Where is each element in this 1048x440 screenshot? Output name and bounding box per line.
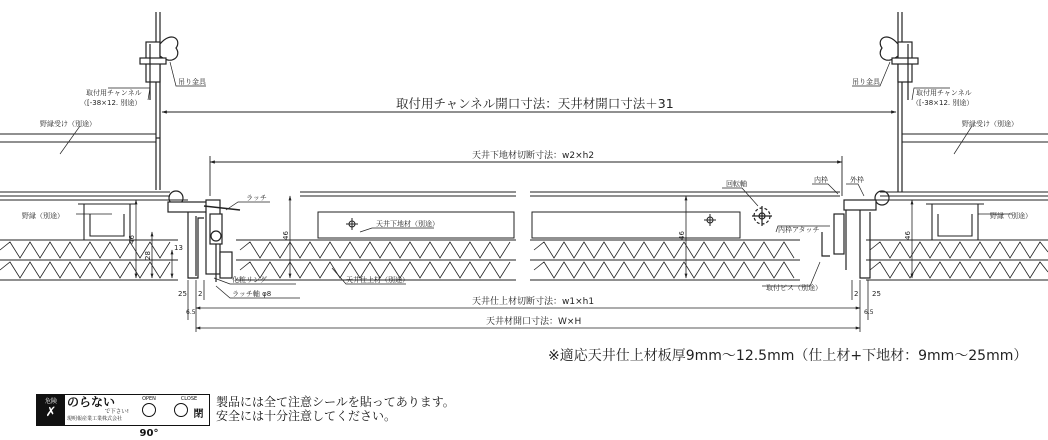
- danger-panel: [37, 395, 65, 425]
- open-dial-icon: [142, 403, 156, 417]
- channel-opening-label: 取付用チャンネル開口寸法：天井材開口寸法＋31: [396, 96, 674, 111]
- label-channel-spec-left: （[-38×12. 別途）: [80, 99, 142, 107]
- joist-bar-lines: [0, 192, 1048, 200]
- label-mount-screw: 取付ビス（別途）: [766, 284, 822, 292]
- label-ring: 化粧リング: [232, 276, 267, 284]
- dim-2-left: 2: [198, 290, 203, 298]
- label-outer-frame: 外枠: [850, 176, 864, 184]
- label-joist-receiver-right: 野縁受け（別途）: [962, 120, 1018, 128]
- substrate-cut-dimension: [210, 156, 842, 196]
- caution-line-2: 安全には十分注意してください。: [216, 409, 397, 423]
- caution-sticker: [36, 394, 210, 439]
- label-hanger-left: 吊り金具: [178, 78, 206, 86]
- label-joist-left: 野縁（別途）: [22, 212, 64, 220]
- no-step-text: [67, 396, 129, 424]
- caution-line-1: 製品には全て注意シールを貼ってあります。: [216, 395, 455, 409]
- dim-65-left: 6.5: [186, 309, 196, 316]
- sticker-company: 現明報産業工業株式会社: [67, 416, 123, 422]
- label-channel-right: 取付用チャンネル: [916, 89, 972, 97]
- right-frame-assembly: [752, 191, 889, 278]
- label-inner-frame: 内枠: [814, 176, 828, 184]
- label-joist-right: 野縁（別途）: [990, 212, 1032, 220]
- right-joist-profile: [926, 204, 984, 240]
- dim-25-left: 25: [178, 290, 187, 298]
- open-angle: 90°: [139, 428, 159, 439]
- substrate-cut-label: 天井下地材切断寸法：w2×h2: [472, 151, 595, 161]
- finish-cut-label: 天井仕上材切断寸法：w1×h1: [472, 297, 595, 307]
- dim-46-c: 46: [678, 231, 686, 240]
- no-step-big: のらない: [67, 395, 116, 409]
- ceiling-opening-label: 天井材開口寸法：W×H: [486, 317, 582, 327]
- dim-25-right: 25: [872, 290, 881, 298]
- no-step-small: で下さい!: [104, 409, 129, 415]
- label-channel-spec-right: （[-38×12. 別途）: [912, 99, 974, 107]
- dim-46-a: 46: [128, 235, 136, 244]
- dim-46-b: 46: [282, 231, 290, 240]
- label-hanger-right: 吊り金具: [852, 78, 880, 86]
- dim-2-right: 2: [854, 290, 859, 298]
- open-indicator: [131, 396, 167, 439]
- dim-65-right: 6.5: [864, 309, 874, 316]
- warning-figure-icon: ✗: [45, 405, 57, 420]
- close-caption: CLOSE: [180, 396, 198, 402]
- close-dial-icon: [174, 403, 188, 417]
- left-frame-assembly: [168, 191, 240, 282]
- dim-13: 13: [174, 244, 183, 252]
- label-finish: 天井仕上材（別途）: [346, 276, 409, 284]
- dim-28: 28: [144, 251, 152, 260]
- label-substrate: 天井下地材（別途）: [376, 220, 439, 228]
- applicable-thickness-note: ※適応天井仕上材板厚9mm〜12.5mm（仕上材+下地材：9mm〜25mm）: [548, 348, 1028, 364]
- dim-46-d: 46: [904, 231, 912, 240]
- label-pivot-shaft: 回転軸: [726, 180, 747, 188]
- danger-label: 危険: [44, 398, 57, 405]
- label-latch: ラッチ: [246, 194, 267, 202]
- open-caption: OPEN: [142, 396, 156, 402]
- close-word: 閉: [193, 409, 204, 420]
- close-indicator: [171, 396, 207, 424]
- left-joist-profile: [78, 204, 136, 240]
- label-channel-left: 取付用チャンネル: [86, 89, 142, 97]
- label-latch-shaft: ラッチ軸 φ8: [232, 290, 272, 298]
- left-hanger-assembly: [140, 12, 178, 190]
- label-joist-receiver-left: 野縁受け（別途）: [40, 120, 96, 128]
- caution-text: [216, 395, 455, 423]
- label-inner-attach: 内枠アタッチ: [778, 226, 820, 234]
